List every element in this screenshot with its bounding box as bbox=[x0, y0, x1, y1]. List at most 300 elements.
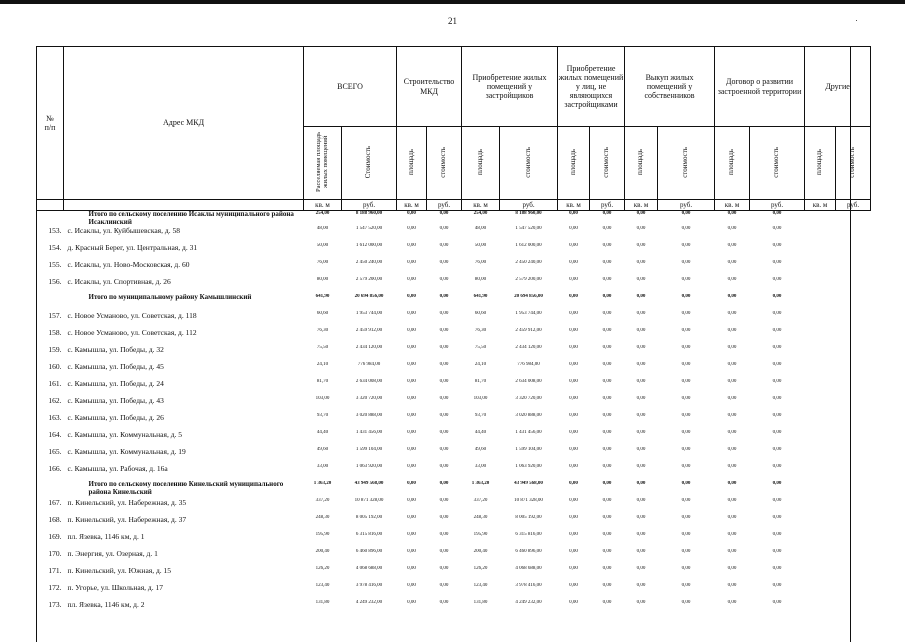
subheader-0 bbox=[304, 127, 342, 200]
header-num: № п/п bbox=[37, 47, 64, 200]
value-cell: 0,00 bbox=[636, 430, 646, 436]
value-cell: 0,00 bbox=[439, 328, 449, 334]
value-cell: 0,00 bbox=[727, 211, 737, 216]
value-cell: 0,00 bbox=[569, 498, 578, 504]
address-cell: с. Камышла, ул. Коммунальная, д. 19 bbox=[67, 447, 186, 457]
value-cell: 0,00 bbox=[681, 515, 691, 521]
value-cell: 0,00 bbox=[681, 211, 691, 216]
unit-cell: кв. м bbox=[397, 200, 427, 211]
row-number: 153. bbox=[48, 226, 62, 236]
value-cell: 0,00 bbox=[681, 328, 691, 334]
value-cell: 44,40 bbox=[316, 430, 329, 436]
value-cell: 1 612 000,00 bbox=[515, 243, 542, 249]
value-cell: 0,00 bbox=[439, 532, 449, 538]
value-cell: 0,00 bbox=[439, 243, 449, 249]
value-cell bbox=[805, 600, 836, 617]
value-cell: 43 949 568,00 bbox=[514, 481, 543, 487]
value-cell: 3 320 720,00 bbox=[515, 396, 542, 402]
value-cell: 0,00 bbox=[569, 311, 578, 317]
value-cell: 0,00 bbox=[439, 311, 449, 317]
value-cell: 0,00 bbox=[569, 583, 578, 589]
unit-cell: руб. bbox=[427, 200, 462, 211]
value-cell: 0,00 bbox=[602, 226, 612, 232]
value-cell: 8 005 192,00 bbox=[515, 515, 542, 521]
value-cell: 254,00 bbox=[315, 211, 330, 216]
address-cell: п. Кинельский, ул. Набережная, д. 35 bbox=[67, 498, 187, 508]
value-cell: 1 363,20 bbox=[471, 481, 490, 487]
value-cell: 0,00 bbox=[772, 243, 782, 249]
subheader-label: площадь bbox=[406, 148, 415, 175]
value-cell: 8 188 960,00 bbox=[355, 211, 383, 216]
value-cell: 0,00 bbox=[636, 311, 646, 317]
value-cell: 0,00 bbox=[727, 260, 737, 266]
subheader-label: Расселяемая площадь жилых помещений bbox=[314, 131, 329, 192]
table-row bbox=[37, 600, 871, 617]
subtotal-row bbox=[37, 294, 871, 311]
row-number: 169. bbox=[48, 532, 62, 542]
value-cell: 0,00 bbox=[602, 464, 612, 470]
address-cell: с. Камышла, ул. Победы, д. 24 bbox=[67, 379, 164, 389]
address-cell: п. Кинельский, ул. Южная, д. 15 bbox=[67, 566, 172, 576]
value-cell: 337,20 bbox=[315, 498, 330, 504]
unit-cell: кв. м bbox=[558, 200, 590, 211]
value-cell: 131,80 bbox=[315, 600, 330, 606]
row-number: 161. bbox=[48, 379, 62, 389]
value-cell bbox=[836, 430, 871, 447]
value-cell: 123,40 bbox=[315, 583, 330, 589]
table-row bbox=[37, 362, 871, 379]
value-cell: 0,00 bbox=[636, 583, 646, 589]
value-cell: 0,00 bbox=[636, 226, 646, 232]
row-number: 164. bbox=[48, 430, 62, 440]
value-cell: 0,00 bbox=[772, 413, 782, 419]
value-cell: 8 005 192,00 bbox=[355, 515, 383, 521]
address-cell: с. Камышла, ул. Победы, д. 45 bbox=[67, 362, 164, 372]
header-group-total: ВСЕГО bbox=[304, 47, 397, 127]
subheader-label: площадь bbox=[636, 148, 645, 175]
value-cell: 0,00 bbox=[727, 498, 737, 504]
value-cell: 0,00 bbox=[407, 345, 416, 351]
value-cell: 0,00 bbox=[569, 413, 578, 419]
value-cell bbox=[836, 226, 871, 243]
value-cell: 248,30 bbox=[473, 515, 488, 521]
value-cell: 0,00 bbox=[439, 294, 449, 300]
address-cell: с. Камышла, ул. Победы, д. 32 bbox=[67, 345, 164, 355]
row-number: 160. bbox=[48, 362, 62, 372]
value-cell: 0,00 bbox=[636, 260, 646, 266]
value-cell: 0,00 bbox=[727, 515, 737, 521]
value-cell: 0,00 bbox=[602, 447, 612, 453]
subtotal-row bbox=[37, 481, 871, 498]
value-cell: 0,00 bbox=[569, 328, 578, 334]
value-cell: 4 068 688,00 bbox=[355, 566, 383, 572]
value-cell: 0,00 bbox=[439, 481, 449, 487]
address-cell: д. Красный Берег, ул. Центральная, д. 31 bbox=[67, 243, 198, 253]
value-cell: 0,00 bbox=[727, 583, 737, 589]
value-cell: 4 249 232,00 bbox=[515, 600, 542, 606]
value-cell: 0,00 bbox=[727, 396, 737, 402]
subtotal-label: Итого по сельскому поселению Исаклы муниципального района Исаклинский bbox=[88, 210, 294, 226]
value-cell: 0,00 bbox=[727, 328, 737, 334]
value-cell: 0,00 bbox=[772, 226, 782, 232]
value-cell: 0,00 bbox=[681, 294, 691, 300]
header-group-construction: Строительство МКД bbox=[397, 47, 462, 127]
subheader-9 bbox=[658, 127, 715, 200]
value-cell bbox=[836, 243, 871, 260]
value-cell: 0,00 bbox=[727, 549, 737, 555]
header-group-nondeveloper-purchase: Приобретение жилых помещений у лиц, не являющихся застройщиками bbox=[558, 47, 625, 127]
value-cell bbox=[805, 311, 836, 328]
value-cell: 0,00 bbox=[407, 430, 416, 436]
subheader-3 bbox=[427, 127, 462, 200]
value-cell: 0,00 bbox=[772, 211, 782, 216]
value-cell bbox=[805, 583, 836, 600]
subheader-label: стоимость bbox=[681, 146, 690, 178]
value-cell: 8 188 960,00 bbox=[515, 211, 542, 216]
value-cell: 0,00 bbox=[439, 515, 449, 521]
value-cell bbox=[836, 464, 871, 481]
value-cell: 0,00 bbox=[439, 362, 449, 368]
value-cell bbox=[836, 549, 871, 566]
value-cell: 0,00 bbox=[602, 430, 612, 436]
value-cell bbox=[805, 515, 836, 532]
value-cell bbox=[836, 260, 871, 277]
unit-cell: кв. м bbox=[625, 200, 658, 211]
value-cell: 24,10 bbox=[316, 362, 329, 368]
value-cell bbox=[805, 345, 836, 362]
value-cell: 0,00 bbox=[772, 345, 782, 351]
value-cell: 3 020 888,00 bbox=[515, 413, 542, 419]
value-cell: 0,00 bbox=[439, 396, 449, 402]
value-cell: 0,00 bbox=[407, 600, 416, 606]
address-cell: с. Камышла, ул. Победы, д. 43 bbox=[67, 396, 164, 406]
value-cell: 20 694 856,00 bbox=[514, 294, 543, 300]
value-cell: 0,00 bbox=[439, 583, 449, 589]
value-cell: 0,00 bbox=[569, 549, 578, 555]
value-cell: 0,00 bbox=[636, 379, 646, 385]
value-cell bbox=[836, 311, 871, 328]
value-cell: 1 063 920,00 bbox=[515, 464, 542, 470]
value-cell: 2 634 008,00 bbox=[355, 379, 383, 385]
value-cell: 0,00 bbox=[407, 413, 416, 419]
subheader-label: стоимость bbox=[602, 146, 611, 178]
table-row bbox=[37, 328, 871, 345]
value-cell: 0,00 bbox=[681, 362, 691, 368]
value-cell: 103,00 bbox=[473, 396, 488, 402]
row-number bbox=[37, 211, 64, 227]
value-cell bbox=[836, 345, 871, 362]
address-cell: п. Угорье, ул. Школьная, д. 17 bbox=[67, 583, 163, 593]
value-cell: 0,00 bbox=[636, 447, 646, 453]
value-cell: 0,00 bbox=[569, 600, 578, 606]
value-cell: 80,00 bbox=[474, 277, 487, 283]
value-cell: 50,00 bbox=[316, 243, 329, 249]
value-cell: 200,40 bbox=[315, 549, 330, 555]
subheader-label: Стоимость bbox=[364, 145, 373, 179]
value-cell: 60,60 bbox=[316, 311, 329, 317]
address-cell: с. Новое Усманово, ул. Советская, д. 118 bbox=[67, 311, 197, 321]
value-cell: 1 599 104,00 bbox=[515, 447, 542, 453]
table-row bbox=[37, 413, 871, 430]
table-row bbox=[37, 447, 871, 464]
value-cell bbox=[836, 294, 871, 311]
value-cell: 0,00 bbox=[772, 260, 782, 266]
value-cell: 0,00 bbox=[636, 277, 646, 283]
top-border bbox=[0, 0, 905, 4]
value-cell: 6 460 896,00 bbox=[515, 549, 542, 555]
subheader-label: площадь bbox=[475, 148, 484, 175]
unit-cell: руб. bbox=[590, 200, 625, 211]
value-cell: 0,00 bbox=[602, 481, 612, 487]
subheader-8 bbox=[625, 127, 658, 200]
value-cell: 0,00 bbox=[407, 277, 416, 283]
unit-cell: кв. м bbox=[462, 200, 500, 211]
row-number: 168. bbox=[48, 515, 62, 525]
value-cell: 93,70 bbox=[316, 413, 329, 419]
value-cell: 0,00 bbox=[569, 277, 578, 283]
subtotal-label: Итого по сельскому поселению Кинельский муниципального района Кинельский bbox=[88, 481, 284, 497]
value-cell: 0,00 bbox=[407, 566, 416, 572]
value-cell: 641,90 bbox=[315, 294, 330, 300]
value-cell: 0,00 bbox=[569, 464, 578, 470]
value-cell: 0,00 bbox=[727, 345, 737, 351]
subtotal-label: Итого по муниципальному району Камышлинский bbox=[88, 294, 252, 302]
value-cell: 0,00 bbox=[727, 464, 737, 470]
row-number: 156. bbox=[48, 277, 62, 287]
unit-cell: руб. bbox=[342, 200, 397, 211]
value-cell: 76,00 bbox=[316, 260, 329, 266]
value-cell: 776 984,00 bbox=[517, 362, 540, 368]
header-group-buyout: Выкуп жилых помещений у собственников bbox=[625, 47, 715, 127]
value-cell: 0,00 bbox=[569, 515, 578, 521]
table-row bbox=[37, 515, 871, 532]
table-row bbox=[37, 566, 871, 583]
row-number: 166. bbox=[48, 464, 62, 474]
unit-cell: кв. м bbox=[805, 200, 836, 211]
value-cell: 0,00 bbox=[727, 379, 737, 385]
subheader-4 bbox=[462, 127, 500, 200]
value-cell: 3 978 416,00 bbox=[515, 583, 542, 589]
value-cell: 0,00 bbox=[681, 379, 691, 385]
row-number: 162. bbox=[48, 396, 62, 406]
value-cell bbox=[836, 277, 871, 294]
value-cell: 0,00 bbox=[407, 243, 416, 249]
value-cell: 0,00 bbox=[407, 464, 416, 470]
value-cell: 6 315 816,00 bbox=[355, 532, 383, 538]
value-cell: 0,00 bbox=[569, 481, 578, 487]
value-cell: 0,00 bbox=[569, 226, 578, 232]
value-cell: 0,00 bbox=[636, 328, 646, 334]
value-cell: 0,00 bbox=[772, 294, 782, 300]
value-cell: 0,00 bbox=[636, 362, 646, 368]
value-cell: 0,00 bbox=[602, 345, 612, 351]
value-cell bbox=[805, 532, 836, 549]
value-cell: 0,00 bbox=[681, 549, 691, 555]
value-cell: 0,00 bbox=[681, 396, 691, 402]
value-cell: 0,00 bbox=[681, 464, 691, 470]
row-number: 155. bbox=[48, 260, 62, 270]
value-cell: 0,00 bbox=[439, 498, 449, 504]
value-cell: 0,00 bbox=[602, 566, 612, 572]
table-row bbox=[37, 345, 871, 362]
value-cell: 0,00 bbox=[602, 243, 612, 249]
value-cell: 3 020 888,00 bbox=[355, 413, 383, 419]
value-cell: 0,00 bbox=[681, 583, 691, 589]
value-cell: 0,00 bbox=[569, 566, 578, 572]
value-cell bbox=[836, 211, 871, 227]
value-cell: 0,00 bbox=[727, 600, 737, 606]
subheader-label: стоимость bbox=[772, 146, 781, 178]
table-row bbox=[37, 583, 871, 600]
row-number bbox=[37, 294, 64, 311]
value-cell: 0,00 bbox=[602, 549, 612, 555]
value-cell: 0,00 bbox=[727, 362, 737, 368]
value-cell: 1 612 000,00 bbox=[355, 243, 383, 249]
value-cell: 0,00 bbox=[727, 311, 737, 317]
value-cell: 1 547 520,00 bbox=[355, 226, 383, 232]
value-cell: 0,00 bbox=[439, 566, 449, 572]
value-cell: 0,00 bbox=[772, 583, 782, 589]
value-cell: 76,00 bbox=[474, 260, 487, 266]
value-cell: 0,00 bbox=[439, 430, 449, 436]
value-cell: 1 599 104,00 bbox=[355, 447, 383, 453]
subheader-label: площадь bbox=[727, 148, 736, 175]
value-cell: 0,00 bbox=[636, 396, 646, 402]
address-cell: п. Энергия, ул. Озерная, д. 1 bbox=[67, 549, 158, 559]
table-row bbox=[37, 532, 871, 549]
subheader-11 bbox=[750, 127, 805, 200]
value-cell: 0,00 bbox=[727, 566, 737, 572]
value-cell: 48,00 bbox=[474, 226, 487, 232]
subheader-label: стоимость bbox=[523, 146, 532, 178]
value-cell: 0,00 bbox=[681, 277, 691, 283]
address-cell: п. Кинельский, ул. Набережная, д. 37 bbox=[67, 515, 187, 525]
page-number: 21 bbox=[448, 16, 457, 26]
table-row bbox=[37, 430, 871, 447]
value-cell: 337,20 bbox=[473, 498, 488, 504]
value-cell: 0,00 bbox=[681, 430, 691, 436]
address-cell: с. Исаклы, ул. Ново-Московская, д. 60 bbox=[67, 260, 190, 270]
value-cell: 1 363,20 bbox=[313, 481, 332, 487]
value-cell: 0,00 bbox=[727, 532, 737, 538]
value-cell: 0,00 bbox=[602, 600, 612, 606]
value-cell: 0,00 bbox=[407, 396, 416, 402]
value-cell: 2 459 912,00 bbox=[515, 328, 542, 334]
row-number: 157. bbox=[48, 311, 62, 321]
value-cell: 0,00 bbox=[407, 294, 416, 300]
row-number: 154. bbox=[48, 243, 62, 253]
value-cell: 80,00 bbox=[316, 277, 329, 283]
value-cell bbox=[805, 498, 836, 515]
table-row bbox=[37, 226, 871, 243]
address-cell: с. Исаклы, ул. Куйбышевская, д. 58 bbox=[67, 226, 180, 236]
value-cell: 0,00 bbox=[407, 226, 416, 232]
value-cell: 2 634 008,00 bbox=[515, 379, 542, 385]
value-cell: 0,00 bbox=[772, 600, 782, 606]
subheader-1 bbox=[342, 127, 397, 200]
value-cell: 126,20 bbox=[473, 566, 488, 572]
table-row bbox=[37, 311, 871, 328]
value-cell bbox=[805, 362, 836, 379]
value-cell bbox=[805, 260, 836, 277]
value-cell: 0,00 bbox=[569, 430, 578, 436]
value-cell: 81,70 bbox=[316, 379, 329, 385]
subheader-12 bbox=[805, 127, 836, 200]
value-cell bbox=[805, 566, 836, 583]
value-cell: 0,00 bbox=[636, 566, 646, 572]
value-cell: 0,00 bbox=[569, 379, 578, 385]
value-cell: 0,00 bbox=[602, 532, 612, 538]
value-cell: 0,00 bbox=[727, 294, 737, 300]
value-cell: 0,00 bbox=[569, 345, 578, 351]
value-cell: 0,00 bbox=[772, 549, 782, 555]
value-cell: 0,00 bbox=[569, 396, 578, 402]
value-cell: 4 249 232,00 bbox=[355, 600, 383, 606]
value-cell: 2 450 240,00 bbox=[515, 260, 542, 266]
row-number bbox=[37, 481, 64, 498]
value-cell: 0,00 bbox=[772, 362, 782, 368]
value-cell: 0,00 bbox=[727, 243, 737, 249]
value-cell: 2 579 200,00 bbox=[515, 277, 542, 283]
address-cell: пл. Язевка, 1146 км, д. 1 bbox=[67, 532, 145, 542]
value-cell: 0,00 bbox=[636, 498, 646, 504]
value-cell: 0,00 bbox=[727, 430, 737, 436]
value-cell: 0,00 bbox=[407, 481, 416, 487]
value-cell: 48,00 bbox=[316, 226, 329, 232]
row-number: 159. bbox=[48, 345, 62, 355]
value-cell: 81,70 bbox=[474, 379, 487, 385]
value-cell: 0,00 bbox=[772, 566, 782, 572]
subheader-label: стоимость bbox=[848, 146, 857, 178]
row-number: 163. bbox=[48, 413, 62, 423]
value-cell bbox=[836, 515, 871, 532]
value-cell: 0,00 bbox=[636, 481, 646, 487]
value-cell: 24,10 bbox=[474, 362, 487, 368]
value-cell: 0,00 bbox=[602, 294, 612, 300]
value-cell: 1 431 456,00 bbox=[515, 430, 542, 436]
value-cell: 0,00 bbox=[636, 515, 646, 521]
subheader-label: стоимость bbox=[439, 146, 448, 178]
unit-blank-num bbox=[37, 200, 64, 211]
value-cell: 0,00 bbox=[727, 226, 737, 232]
value-cell: 76,30 bbox=[474, 328, 487, 334]
address-cell: с. Исаклы, ул. Спортивная, д. 26 bbox=[67, 277, 171, 287]
value-cell: 0,00 bbox=[727, 481, 737, 487]
value-cell: 0,00 bbox=[772, 311, 782, 317]
value-cell: 49,60 bbox=[316, 447, 329, 453]
value-cell: 0,00 bbox=[602, 583, 612, 589]
value-cell: 0,00 bbox=[569, 243, 578, 249]
value-cell: 0,00 bbox=[602, 498, 612, 504]
value-cell bbox=[805, 396, 836, 413]
table-row bbox=[37, 277, 871, 294]
value-cell: 254,00 bbox=[473, 211, 488, 216]
value-cell: 131,80 bbox=[473, 600, 488, 606]
value-cell: 0,00 bbox=[772, 498, 782, 504]
value-cell: 0,00 bbox=[636, 243, 646, 249]
value-cell bbox=[836, 362, 871, 379]
subtotal-row bbox=[37, 211, 871, 227]
value-cell: 0,00 bbox=[569, 211, 578, 216]
value-cell: 2 434 120,00 bbox=[355, 345, 383, 351]
value-cell: 0,00 bbox=[727, 413, 737, 419]
row-number: 167. bbox=[48, 498, 62, 508]
value-cell: 195,90 bbox=[473, 532, 488, 538]
value-cell: 0,00 bbox=[439, 464, 449, 470]
value-cell: 0,00 bbox=[772, 447, 782, 453]
value-cell: 0,00 bbox=[772, 464, 782, 470]
value-cell: 4 068 688,00 bbox=[515, 566, 542, 572]
